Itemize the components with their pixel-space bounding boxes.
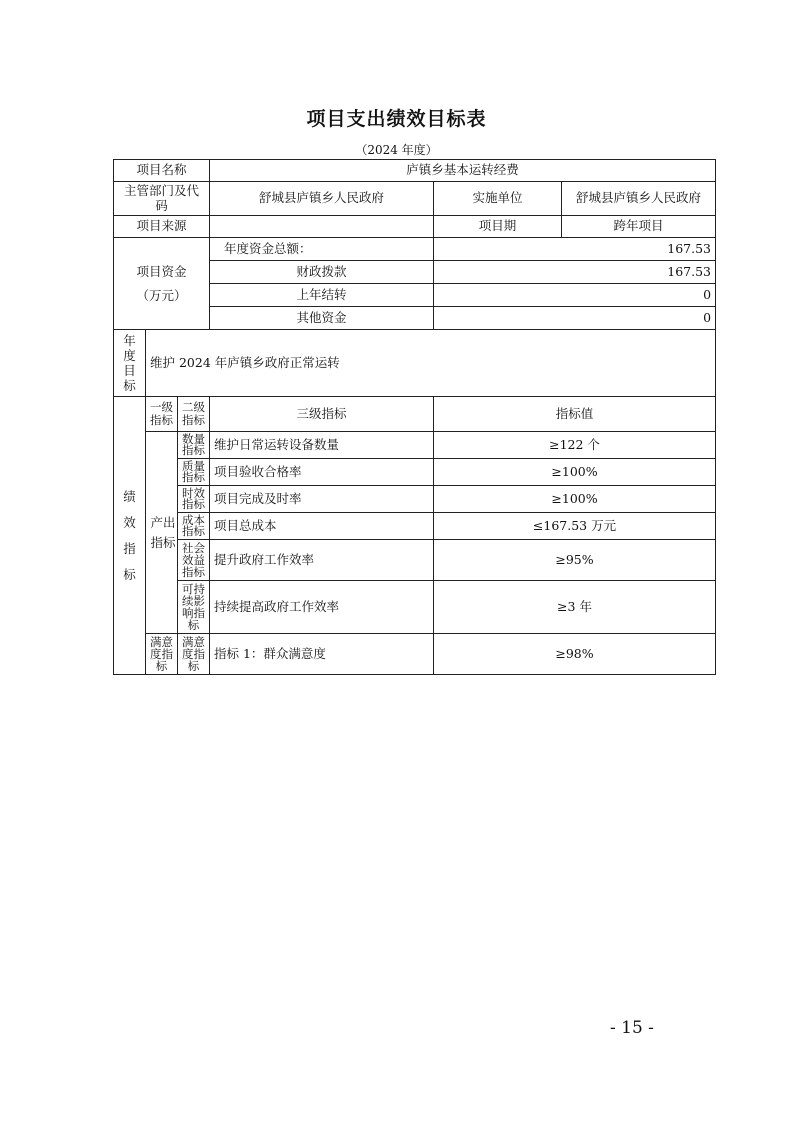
indicator-row: [114, 459, 716, 486]
project-name-label: 项目名称: [114, 160, 210, 182]
indicator-row: [114, 581, 716, 634]
dept-value: 舒城县庐镇乡人民政府: [210, 182, 434, 216]
funds-item-label: 财政拨款: [210, 261, 434, 284]
indicator-level2: 社会效益指标: [178, 540, 210, 581]
row-source: [114, 216, 716, 238]
page-subtitle: （2024 年度）: [355, 143, 438, 157]
row-funds-total: [114, 238, 716, 261]
indicator-value: ≥100%: [434, 486, 716, 513]
funds-item-label: 其他资金: [210, 307, 434, 330]
period-value: 跨年项目: [562, 216, 716, 238]
row-annual-goal: [114, 330, 716, 397]
indicator-level3: 项目验收合格率: [210, 459, 434, 486]
funds-item-label: 上年结转: [210, 284, 434, 307]
indicator-level2: 可持续影响指标: [178, 581, 210, 634]
indicator-value: ≥100%: [434, 459, 716, 486]
indicator-level3: 指标 1：群众满意度: [210, 634, 434, 675]
header-level2: 二级指标: [178, 397, 210, 432]
indicator-value: ≥122 个: [434, 432, 716, 459]
funds-item-value: 0: [434, 284, 716, 307]
funds-label-line2: （万元）: [136, 287, 187, 303]
funds-label: [114, 238, 210, 330]
header-level1: 一级指标: [146, 397, 178, 432]
indicator-value: ≤167.53 万元: [434, 513, 716, 540]
row-dept: [114, 182, 716, 216]
indicator-value: ≥98%: [434, 634, 716, 675]
output-indicators-label: 产出指标: [146, 432, 178, 634]
annual-goal-label: 年度目标: [114, 330, 146, 397]
impl-label: 实施单位: [434, 182, 562, 216]
indicator-level2: 质量指标: [178, 459, 210, 486]
header-value: 指标值: [434, 397, 716, 432]
indicator-level2: 时效指标: [178, 486, 210, 513]
source-value: [210, 216, 434, 238]
indicator-level3: 项目总成本: [210, 513, 434, 540]
impl-value: 舒城县庐镇乡人民政府: [562, 182, 716, 216]
indicator-row: [114, 513, 716, 540]
source-label: 项目来源: [114, 216, 210, 238]
indicators-section-label: 绩效指标: [114, 397, 146, 675]
indicator-value: ≥95%: [434, 540, 716, 581]
indicator-level3: 持续提高政府工作效率: [210, 581, 434, 634]
funds-item-value: 0: [434, 307, 716, 330]
indicator-row: [114, 432, 716, 459]
indicator-value: ≥3 年: [434, 581, 716, 634]
funds-item-value: 167.53: [434, 261, 716, 284]
indicator-level2: 满意度指标: [178, 634, 210, 675]
indicator-level2: 数量指标: [178, 432, 210, 459]
funds-item-label: 年度资金总额：: [210, 238, 434, 261]
project-name-value: 庐镇乡基本运转经费: [210, 160, 716, 182]
performance-table: [113, 159, 716, 675]
dept-label: 主管部门及代码: [114, 182, 210, 216]
funds-item-value: 167.53: [434, 238, 716, 261]
indicator-level3: 提升政府工作效率: [210, 540, 434, 581]
indicator-level2: 成本指标: [178, 513, 210, 540]
funds-label-line1: 项目资金: [136, 263, 187, 279]
indicator-row: [114, 540, 716, 581]
annual-goal-value: 维护 2024 年庐镇乡政府正常运转: [146, 330, 716, 397]
indicator-row-satisfaction: [114, 634, 716, 675]
indicator-level3: 维护日常运转设备数量: [210, 432, 434, 459]
page-title: 项目支出绩效目标表: [306, 108, 487, 130]
satisfaction-indicators-label: 满意度指标: [146, 634, 178, 675]
page-number: - 15 -: [610, 1018, 654, 1038]
row-indicator-header: [114, 397, 716, 432]
period-label: 项目期: [434, 216, 562, 238]
indicator-row: [114, 486, 716, 513]
indicator-level3: 项目完成及时率: [210, 486, 434, 513]
row-project-name: [114, 160, 716, 182]
header-level3: 三级指标: [210, 397, 434, 432]
